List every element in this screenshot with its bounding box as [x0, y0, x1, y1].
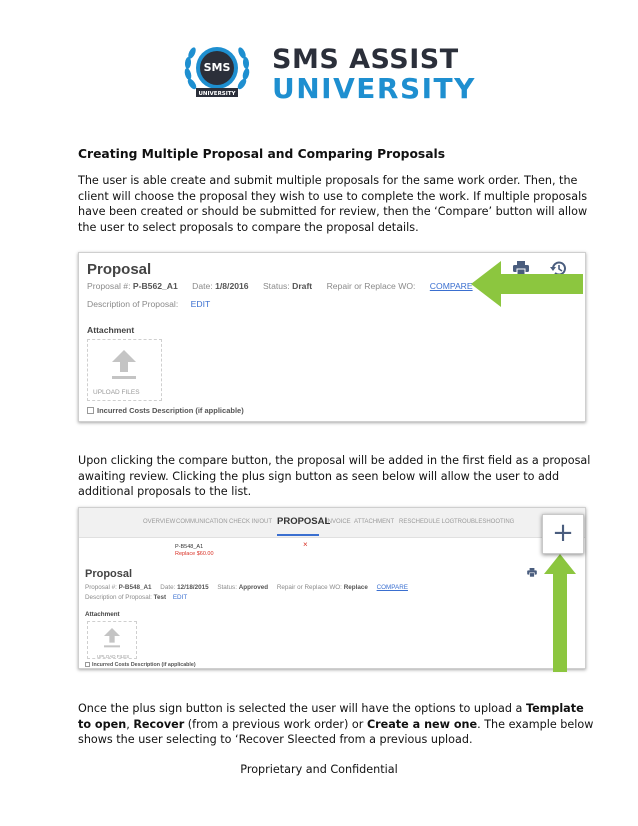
- compare-card-proposal-number: P-B548_A1: [175, 544, 204, 550]
- paragraph-plus-options: [78, 701, 598, 748]
- status-value: Draft: [292, 281, 313, 291]
- attachment-label: Attachment: [87, 325, 135, 335]
- description-label: Description of Proposal:: [85, 594, 152, 601]
- compare-card-close-icon[interactable]: ×: [303, 540, 308, 549]
- proposal-meta-row: [85, 584, 408, 591]
- tab-overview[interactable]: OVERVIEW: [143, 519, 176, 525]
- repair-replace-label: Repair or Replace WO:: [326, 281, 416, 291]
- para3-text-4: . The example below shows the user selecting to ‘Recover Sleected from a previous upload.: [78, 717, 594, 746]
- tab-attachment[interactable]: ATTACHMENT: [354, 519, 395, 525]
- tab-check-in-out[interactable]: CHECK IN/OUT: [229, 519, 273, 525]
- para3-text-3: (from a previous work order) or: [184, 717, 367, 731]
- proposal-title: Proposal: [85, 568, 133, 580]
- proposal-title: Proposal: [87, 261, 152, 278]
- proposal-number-label: Proposal #:: [85, 584, 117, 591]
- logo-wordmark-top: SMS ASSIST: [272, 44, 459, 75]
- repair-replace-value: Replace: [343, 584, 368, 591]
- para3-create-new-one: Create a new one: [366, 717, 478, 731]
- description-row: [87, 299, 210, 309]
- upload-files-label: UPLOAD FILES: [93, 389, 140, 396]
- status-value: Approved: [238, 584, 269, 591]
- sms-assist-university-logo: [182, 36, 482, 106]
- proposal-number-value: P-B548_A1: [118, 584, 152, 591]
- proposal-screenshot-1: [78, 252, 586, 422]
- incurred-costs-label: Incurred Costs Description (if applicable): [97, 406, 244, 415]
- repair-replace-label: Repair or Replace WO:: [276, 584, 342, 591]
- date-label: Date:: [192, 281, 213, 291]
- incurred-costs-checkbox[interactable]: [87, 407, 94, 414]
- status-label: Status:: [262, 281, 290, 291]
- edit-link[interactable]: EDIT: [172, 594, 188, 601]
- section-heading: Creating Multiple Proposal and Comparing Proposals: [78, 147, 446, 161]
- emblem-text-sms: SMS: [203, 61, 231, 74]
- emblem-text-university: UNIVERSITY: [198, 91, 236, 97]
- proposal-number-label: Proposal #:: [87, 281, 131, 291]
- attachment-label: Attachment: [85, 611, 120, 618]
- green-arrow-up-icon: [544, 554, 576, 672]
- upload-files-label: UPLOAD FILES: [97, 654, 130, 659]
- para3-text-1: Once the plus sign button is selected the user will have the options to upload a: [78, 702, 526, 715]
- paragraph-compare: Upon clicking the compare button, the proposal will be added in the first field as a proposal awaiting review. Clicking the plus sign button as seen below will allow the user to add additional proposals to the list.: [78, 454, 591, 498]
- proposal-number-value: P-B562_A1: [132, 281, 178, 291]
- plus-icon: +: [552, 518, 574, 548]
- incurred-costs-label: Incurred Costs Description (if applicable): [92, 662, 196, 668]
- upload-arrow-icon: [104, 628, 120, 648]
- upload-arrow-icon: [112, 350, 136, 380]
- compare-card-amount: Replace $60.00: [175, 551, 214, 557]
- tab-invoice[interactable]: INVOICE: [326, 519, 351, 525]
- green-arrow-left-icon: [471, 261, 583, 307]
- tab-proposal[interactable]: PROPOSAL: [277, 516, 331, 527]
- date-value: 1/8/2016: [215, 281, 249, 291]
- tab-troubleshooting[interactable]: TROUBLESHOOTING: [454, 519, 515, 525]
- incurred-costs-row: [85, 662, 196, 668]
- active-tab-underline: [277, 534, 319, 536]
- proposal-screenshot-2: [78, 507, 586, 669]
- paragraph-intro: The user is able create and submit multiple proposals for the same work order. Then, the client will choose the proposal they wish to use to complete the work. If multiple proposals have been created or should be submitted for review, then the ‘Compare’ button will allow the user to select proposals to compare the proposal details.: [78, 174, 588, 234]
- logo-wordmark-bottom: UNIVERSITY: [272, 72, 476, 105]
- para3-text-2: ,: [126, 717, 134, 731]
- proposal-meta-row: [87, 281, 473, 291]
- incurred-costs-row: [87, 406, 244, 415]
- print-icon[interactable]: [527, 568, 537, 577]
- incurred-costs-checkbox[interactable]: [85, 662, 90, 667]
- laurel-emblem-icon: [182, 36, 252, 106]
- status-label: Status:: [217, 584, 237, 591]
- description-label: Description of Proposal:: [87, 299, 179, 309]
- edit-link[interactable]: EDIT: [190, 299, 211, 309]
- compare-link[interactable]: COMPARE: [429, 281, 473, 291]
- para3-template-to-open: Template to open: [78, 702, 584, 731]
- compare-link[interactable]: COMPARE: [376, 584, 408, 591]
- description-row: [85, 594, 187, 601]
- add-proposal-plus-button[interactable]: [542, 514, 584, 554]
- date-label: Date:: [160, 584, 176, 591]
- tab-reschedule-log[interactable]: RESCHEDULE LOG: [399, 519, 455, 525]
- tab-communication[interactable]: COMMUNICATION: [176, 519, 228, 525]
- date-value: 12/18/2015: [177, 584, 209, 591]
- footer-confidential: Proprietary and Confidential: [240, 763, 398, 776]
- para3-recover: Recover: [133, 717, 185, 731]
- description-value: Test: [153, 594, 167, 601]
